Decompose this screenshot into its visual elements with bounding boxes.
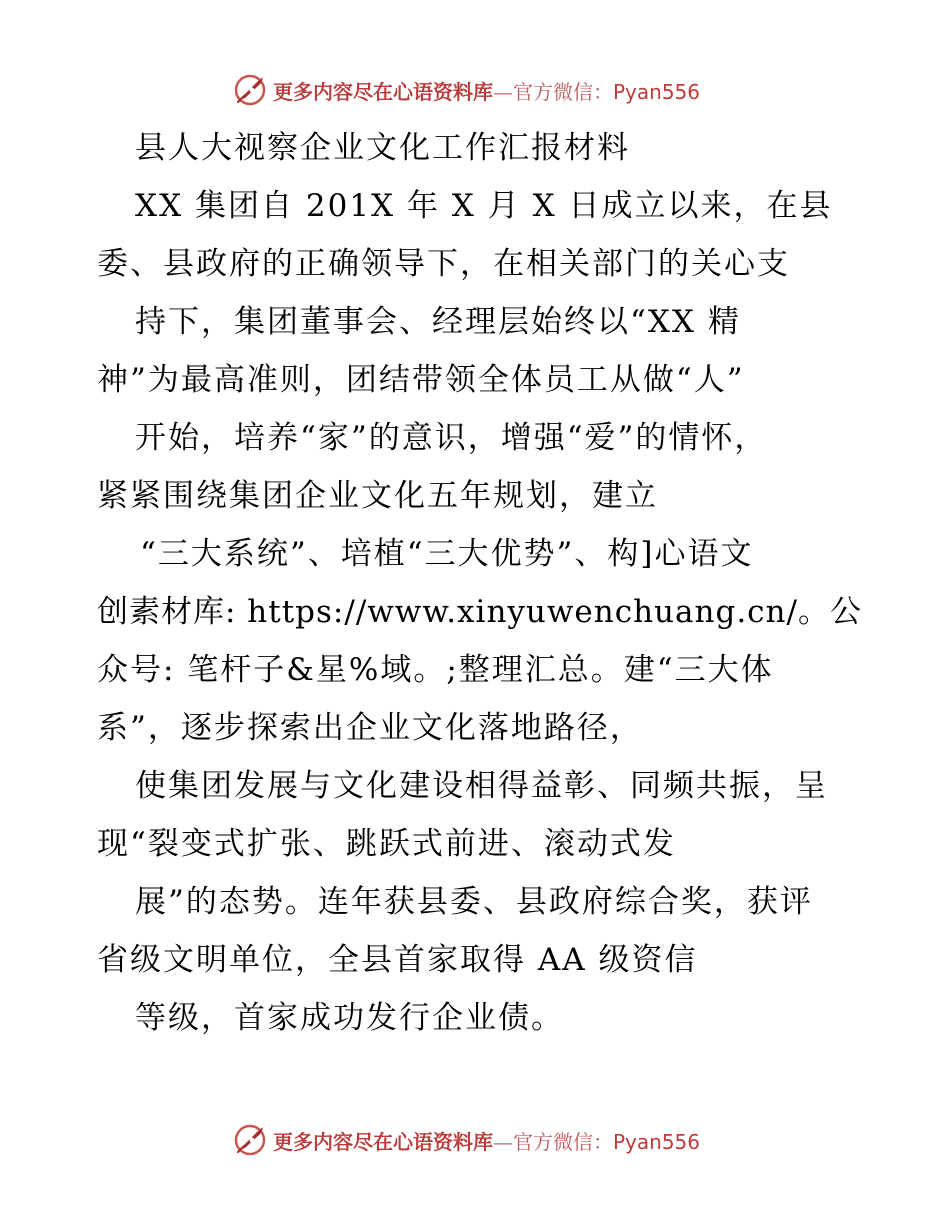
text-line: “三大系统”、培植“三大优势”、构]心语文 [140, 536, 754, 572]
banner-wechat-account: Pyan556 [613, 79, 701, 104]
footer-banner[interactable] [233, 1120, 700, 1160]
text-line: 众号: 笔杆子&星%域。;整理汇总。建“三大体 [97, 652, 774, 688]
text-line: 委、县政府的正确领导下，在相关部门的关心支 [97, 246, 790, 282]
text-line-url: 创素材库: https://www.xinyuwenchuang.cn/。公 [97, 594, 862, 630]
text-line: 持下，集团董事会、经理层始终以“XX 精 [135, 304, 741, 340]
header-banner[interactable] [233, 70, 700, 110]
banner-text [273, 76, 700, 105]
text-line: 系”，逐步探索出企业文化落地路径， [97, 710, 643, 746]
text-line: 等级，首家成功发行企业债。 [135, 1000, 564, 1036]
banner-wechat-label: 官方微信： [513, 1129, 613, 1154]
text-line: 开始，培养“家”的意识，增强“爱”的情怀， [135, 420, 768, 456]
banner-wechat-account: Pyan556 [613, 1129, 701, 1154]
text-line: 展”的态势。连年获县委、县政府综合奖，获评 [135, 884, 813, 920]
banner-dash: — [493, 79, 513, 104]
banner-dash: — [493, 1129, 513, 1154]
banner-wechat-label: 官方微信： [513, 79, 613, 104]
text-line: 省级文明单位，全县首家取得 AA 级资信 [97, 942, 698, 978]
banner-main-text: 更多内容尽在心语资料库 [273, 1129, 493, 1154]
document-title: 县人大视察企业文化工作汇报材料 [135, 130, 630, 166]
banner-main-text: 更多内容尽在心语资料库 [273, 79, 493, 104]
feather-pen-logo-icon [233, 1123, 267, 1157]
text-line: 神”为最高准则，团结带领全体员工从做“人” [97, 362, 745, 398]
feather-pen-logo-icon [233, 73, 267, 107]
text-line: 现“裂变式扩张、跳跃式前进、滚动式发 [97, 826, 676, 862]
text-line: XX 集团自 201X 年 X 月 X 日成立以来，在县 [135, 188, 833, 224]
text-line: 紧紧围绕集团企业文化五年规划，建立 [97, 478, 658, 514]
text-line: 使集团发展与文化建设相得益彰、同频共振，呈 [135, 768, 828, 804]
banner-text [273, 1126, 700, 1155]
